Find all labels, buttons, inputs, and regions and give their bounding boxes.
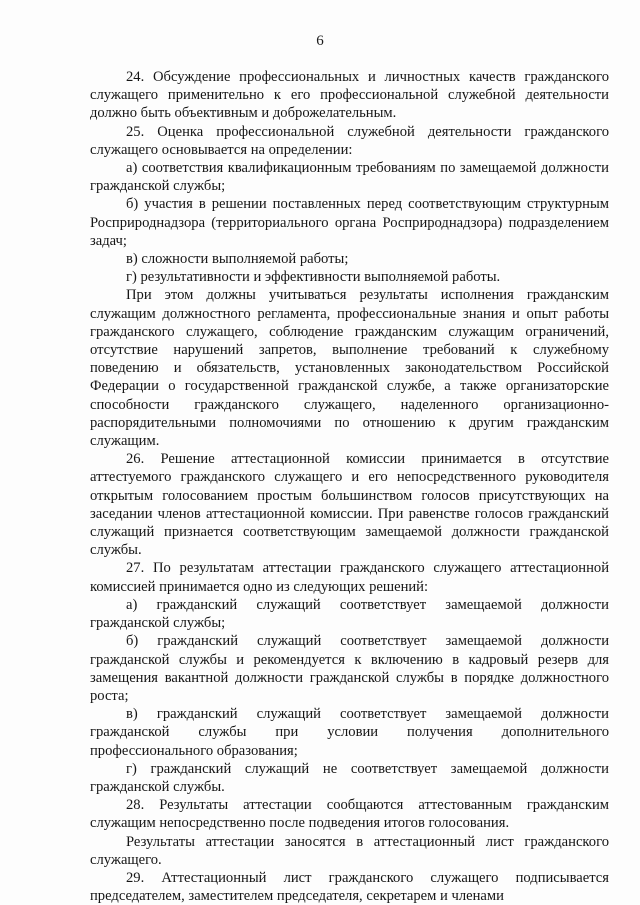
paragraph-27: 27. По результатам аттестации гражданского служащего аттестационной комиссией принимается одно из следующих решений:	[90, 560, 609, 595]
list-item-25a: а) соответствия квалификационным требованиям по замещаемой должности гражданской службы;	[90, 160, 609, 195]
paragraph-24: 24. Обсуждение профессиональных и личностных качеств гражданского служащего применительно к его профессиональной служебной деятельности должно быть объективным и доброжелательным.	[90, 69, 609, 122]
paragraph-28-note: Результаты аттестации заносятся в аттестационный лист гражданского служащего.	[90, 833, 609, 868]
page-number: 6	[316, 33, 324, 49]
list-item-25g: г) результативности и эффективности выполняемой работы.	[126, 269, 501, 286]
list-item-25b: б) участия в решении поставленных перед соответствующим структурным Росприроднадзора (территориального органа Росприроднадзора) подразделением задач;	[90, 196, 609, 249]
paragraph-26: 26. Решение аттестационной комиссии принимается в отсутствие аттестуемого гражданского служащего и его непосредственного руководителя открытым голосованием простым большинством голосов присутствующих на заседании членов аттестационной комиссии. При равенстве голосов гражданский служащий признается соответствующим замещаемой должности гражданской службы.	[90, 451, 609, 559]
paragraph-28: 28. Результаты аттестации сообщаются аттестованным гражданским служащим непосредственно после подведения итогов голосования.	[90, 797, 609, 832]
document-body	[90, 68, 609, 905]
list-item-25v: в) сложности выполняемой работы;	[126, 251, 349, 268]
list-item-27a: а) гражданский служащий соответствует замещаемой должности гражданской службы;	[90, 596, 609, 632]
list-item-27b: б) гражданский служащий соответствует замещаемой должности гражданской службы и рекомендуется к включению в кадровый резерв для замещения вакантной должности гражданской службы в порядке должностного роста;	[90, 633, 609, 704]
list-item-27v: в) гражданский служащий соответствует замещаемой должности гражданской службы при условии получения дополнительного профессионального образования;	[90, 706, 609, 759]
paragraph-25-note: При этом должны учитываться результаты исполнения гражданским служащим должностного регламента, профессиональные знания и опыт работы гражданского служащего, соблюдение гражданским служащим ограничений, отсутствие нарушений запретов, выполнение требований к служебному поведению и обязательств, установленных законодательством Российской Федерации о государственной гражданской службе, а также организаторские способности гражданского служащего, наделенного организационно-распорядительными полномочиями по отношению к другим гражданским служащим.	[90, 287, 609, 450]
list-item-27g: г) гражданский служащий не соответствует замещаемой должности гражданской службы.	[90, 760, 609, 795]
paragraph-29: 29. Аттестационный лист гражданского служащего подписывается председателем, заместителем председателя, секретарем и членами	[90, 869, 609, 905]
paragraph-25: 25. Оценка профессиональной служебной деятельности гражданского служащего основывается на определении:	[90, 123, 609, 158]
